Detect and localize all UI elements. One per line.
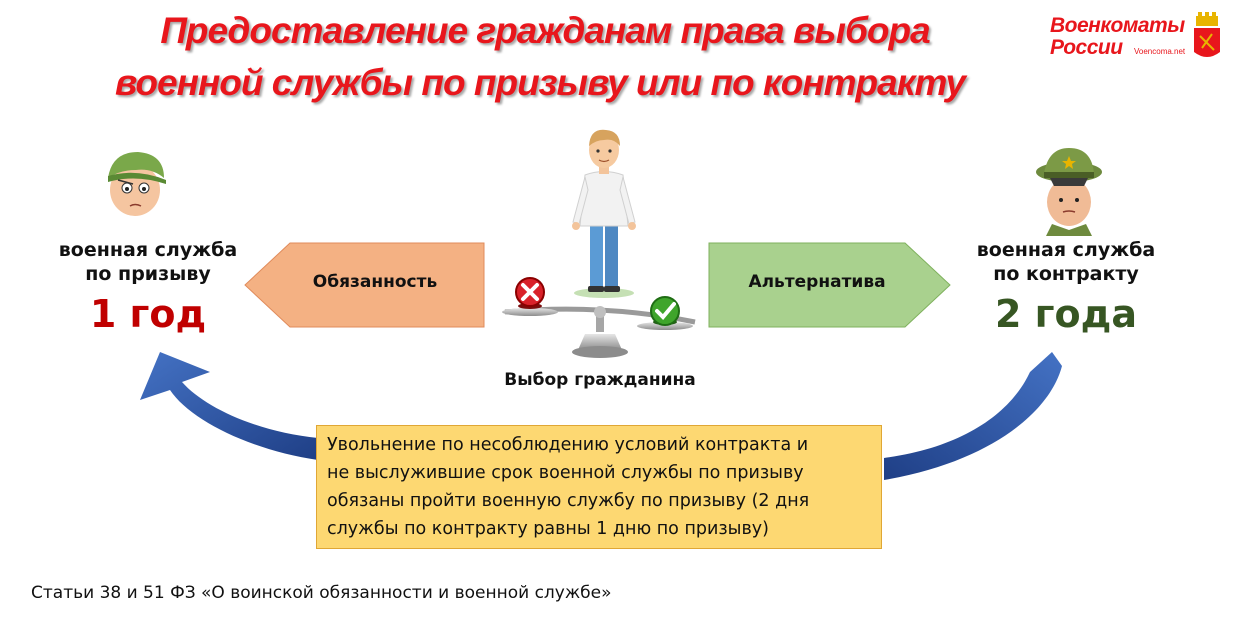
note-line-1: Увольнение по несоблюдению условий контракта и xyxy=(327,435,809,455)
right-curved-arrow xyxy=(884,352,1062,480)
red-cross-icon xyxy=(516,278,544,309)
coat-of-arms-icon xyxy=(1194,12,1220,57)
contract-label-line-2: по контракту xyxy=(993,263,1139,285)
conscription-label-line-2: по призыву xyxy=(85,263,211,285)
page-title-line-2: военной службы по призыву или по контракту xyxy=(114,62,966,103)
note-line-4: службы по контракту равны 1 дню по призыву) xyxy=(327,519,769,539)
page-title-line-1: Предоставление гражданам права выбора xyxy=(160,10,930,51)
logo-line-2: России xyxy=(1050,36,1123,59)
contract-label-line-1: военная служба xyxy=(976,239,1156,261)
green-check-icon xyxy=(651,297,679,325)
left-curved-arrow xyxy=(140,352,318,460)
logo-url: Voencoma.net xyxy=(1134,47,1186,56)
conscript-soldier-head-icon xyxy=(108,152,166,216)
dismissal-note xyxy=(316,425,882,549)
duty-arrow-label: Обязанность xyxy=(312,272,438,292)
citizen-choice-caption: Выбор гражданина xyxy=(504,370,696,390)
citizen-person-icon xyxy=(572,130,636,298)
note-line-3: обязаны пройти военную службу по призыву (2 дня xyxy=(327,491,810,511)
contract-officer-head-icon xyxy=(1036,148,1102,236)
conscription-label xyxy=(38,238,258,286)
contract-term: 2 года xyxy=(995,292,1137,336)
logo-line-1: Военкоматы xyxy=(1050,14,1185,37)
law-reference-footer: Статьи 38 и 51 ФЗ «О воинской обязанности и военной службе» xyxy=(31,583,612,603)
alternative-arrow-label: Альтернатива xyxy=(748,272,886,292)
conscription-label-line-1: военная служба xyxy=(58,239,238,261)
conscription-term: 1 год xyxy=(89,292,207,336)
note-line-2: не выслужившие срок военной службы по призыву xyxy=(327,463,804,483)
contract-label xyxy=(956,238,1176,286)
